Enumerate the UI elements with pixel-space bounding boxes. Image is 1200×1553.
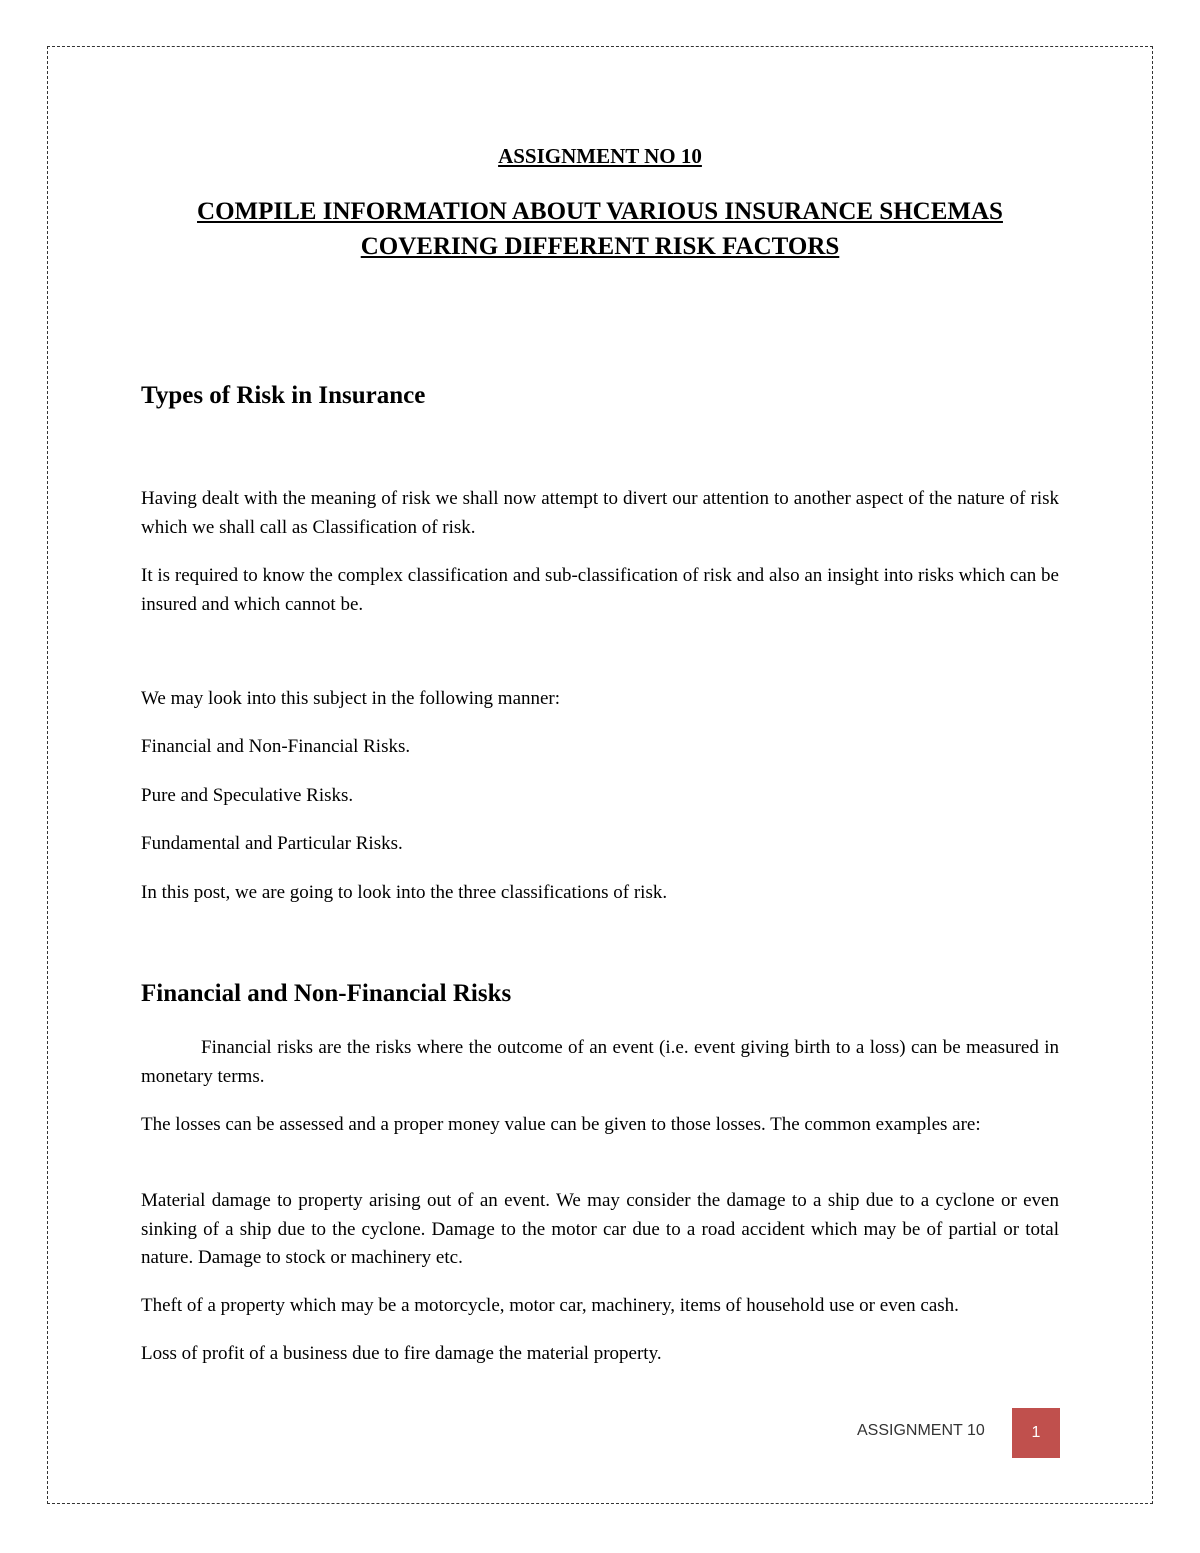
paragraph: It is required to know the complex classification and sub-classification of risk and also an insight into risks which can be insured and which cannot be. xyxy=(141,565,1059,615)
paragraph: We may look into this subject in the following manner: xyxy=(141,688,561,709)
section-heading-types-of-risk: Types of Risk in Insurance xyxy=(141,382,426,409)
document-title-line-1: COMPILE INFORMATION ABOUT VARIOUS INSURANCE SHCEMAS xyxy=(197,198,1003,225)
section-heading-financial-risks: Financial and Non-Financial Risks xyxy=(141,980,512,1007)
page-border xyxy=(47,46,1153,1504)
footer-label: ASSIGNMENT 10 xyxy=(857,1422,985,1439)
list-item: Pure and Speculative Risks. xyxy=(141,785,354,806)
assignment-number-heading: ASSIGNMENT NO 10 xyxy=(498,144,702,168)
page-number-badge xyxy=(1012,1408,1060,1458)
list-item: Financial and Non-Financial Risks. xyxy=(141,736,411,757)
document-title-line-2: COVERING DIFFERENT RISK FACTORS xyxy=(360,233,840,260)
paragraph: In this post, we are going to look into the three classifications of risk. xyxy=(141,882,668,903)
paragraph: Financial risks are the risks where the outcome of an event (i.e. event giving birth to a loss) can be measured in monetary terms. xyxy=(141,1037,1059,1087)
paragraph: Material damage to property arising out of an event. We may consider the damage to a ship due to a cyclone or even sinking of a ship due to the cyclone. Damage to the motor car due to a road accident which may be of partial or total nature. Damage to stock or machinery etc. xyxy=(141,1190,1059,1268)
paragraph: The losses can be assessed and a proper money value can be given to those losses. The common examples are: xyxy=(141,1114,981,1135)
paragraph: Theft of a property which may be a motorcycle, motor car, machinery, items of household use or even cash. xyxy=(141,1295,959,1316)
list-item: Fundamental and Particular Risks. xyxy=(141,833,403,854)
page-number: 1 xyxy=(1031,1424,1041,1441)
paragraph: Having dealt with the meaning of risk we shall now attempt to divert our attention to another aspect of the nature of risk which we shall call as Classification of risk. xyxy=(141,488,1059,538)
document-title xyxy=(100,194,1100,264)
paragraph: Loss of profit of a business due to fire damage the material property. xyxy=(141,1343,662,1364)
